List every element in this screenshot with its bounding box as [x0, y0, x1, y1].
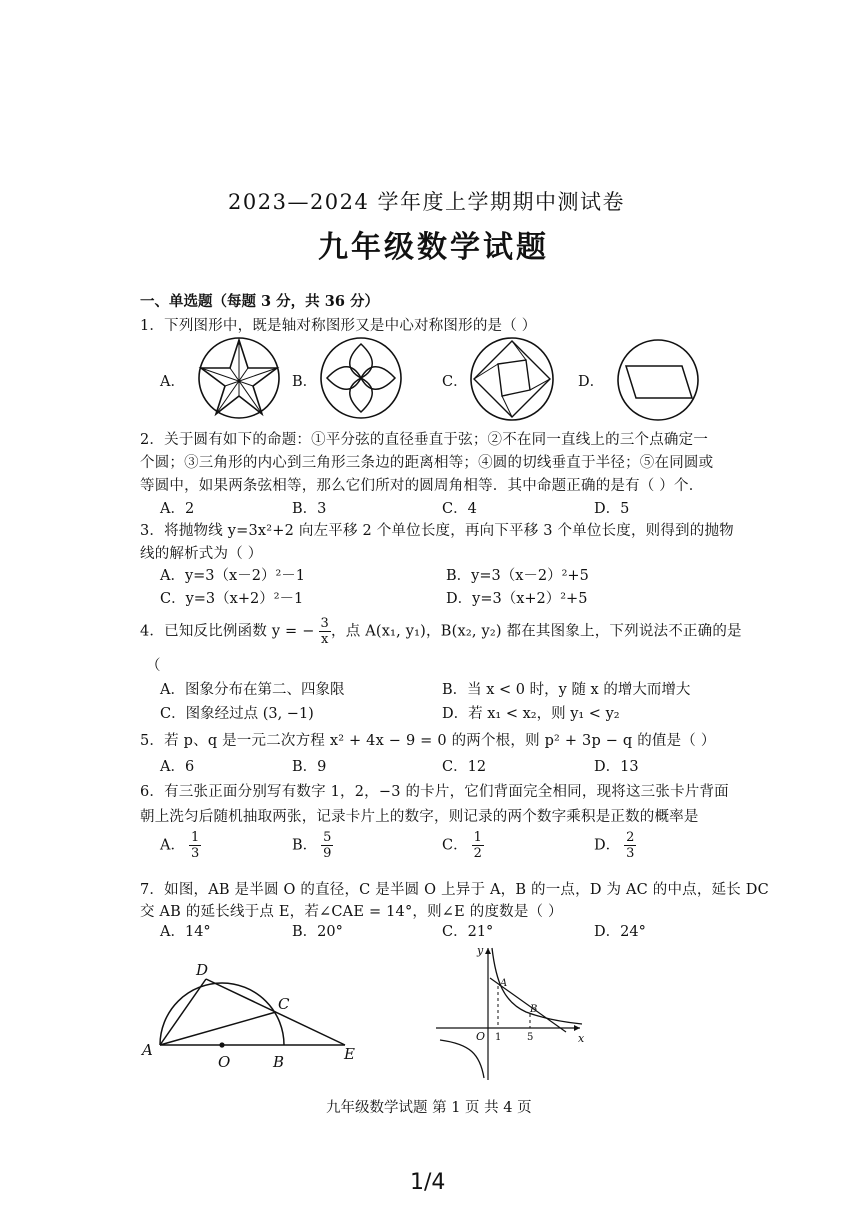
label-o: O — [218, 1053, 231, 1071]
q4-line1-part-b: ，点 A(x₁, y₁)，B(x₂, y₂) 都在其图象上，下列说法不正确的是 — [331, 623, 742, 640]
semicircle-figure — [140, 955, 370, 1075]
q6-option-d-label: D． — [594, 837, 621, 854]
origin-label: O — [476, 1030, 486, 1043]
q2-line3: 等圆中，如果两条弦相等，那么它们所对的圆周角相等．其中命题正确的是有（ ）个． — [140, 478, 704, 494]
q5-option-d: D．13 — [594, 759, 639, 775]
exam-title: 2023—2024 学年度上学期期中测试卷 — [228, 190, 626, 214]
q6-option-d-fraction — [624, 830, 636, 861]
star-in-circle-figure — [195, 336, 285, 420]
four-petal-circle-figure — [318, 336, 406, 420]
q6-option-a-denominator: 3 — [190, 846, 200, 861]
q6-option-b — [292, 830, 333, 861]
q6-option-c-numerator: 1 — [473, 830, 482, 845]
q6-option-a-numerator: 1 — [190, 830, 200, 845]
q3-option-a: A．y=3（x－2）²－1 — [160, 568, 305, 584]
point-label-a: A — [500, 978, 508, 989]
squares-in-circle-figure — [468, 336, 558, 422]
q7-line2: 交 AB 的延长线于点 E，若∠CAE = 14°，则∠E 的度数是（ ） — [140, 904, 563, 920]
axis-label-y: y — [477, 944, 484, 957]
q7-option-b: B．20° — [292, 924, 343, 940]
q4-line2: （ — [146, 658, 161, 674]
q6-option-c — [442, 830, 484, 861]
q1-stem: 1．下列图形中，既是轴对称图形又是中心对称图形的是（ ） — [140, 318, 537, 334]
q6-option-d-numerator: 2 — [626, 830, 635, 845]
q5-option-b: B．9 — [292, 759, 327, 775]
hyperbola-graph-figure — [430, 942, 590, 1084]
q5-stem: 5．若 p、q 是一元二次方程 x² + 4x − 9 = 0 的两个根，则 p² + 3p − q 的值是（ ） — [140, 733, 716, 749]
q2-line2: 个圆；③三角形的内心到三角形三条边的距离相等；④圆的切线垂直于半径；⑤在同圆或 — [140, 455, 714, 471]
q6-line2: 朝上洗匀后随机抽取两张，记录卡片上的数字，则记录的两个数字乘积是正数的概率是 — [140, 809, 699, 825]
q4-option-a: A．图象分布在第二、四象限 — [160, 682, 345, 698]
q3-line2: 线的解析式为（ ） — [140, 546, 263, 562]
q4-option-d: D．若 x₁ < x₂，则 y₁ < y₂ — [442, 706, 620, 722]
tick-label-5: 5 — [527, 1032, 534, 1043]
q6-option-c-denominator: 2 — [473, 846, 482, 861]
q7-option-d: D．24° — [594, 924, 646, 940]
q3-option-d: D．y=3（x+2）²+5 — [446, 591, 588, 607]
q2-option-d: D．5 — [594, 501, 630, 517]
subject-title: 九年级数学试题 — [318, 230, 549, 265]
q6-option-b-numerator: 5 — [323, 830, 332, 845]
q6-option-a-label: A． — [160, 837, 185, 854]
q2-option-a: A．2 — [160, 501, 195, 517]
label-d: D — [196, 961, 209, 979]
q5-option-a: A．6 — [160, 759, 195, 775]
q6-line1: 6．有三张正面分别写有数字 1，2，−3 的卡片，它们背面完全相同，现将这三张卡片背面 — [140, 784, 729, 800]
q4-fraction — [319, 616, 331, 647]
q6-option-b-label: B． — [292, 837, 318, 854]
q6-option-d — [594, 830, 636, 861]
parallelogram-in-circle-figure — [612, 338, 704, 422]
axis-label-x: x — [578, 1032, 585, 1045]
q2-option-c: C．4 — [442, 501, 477, 517]
q2-line1: 2．关于圆有如下的命题：①平分弦的直径垂直于弦；②不在同一直线上的三个点确定一 — [140, 432, 709, 448]
q3-option-b: B．y=3（x－2）²+5 — [446, 568, 589, 584]
label-b: B — [273, 1053, 285, 1071]
point-label-b: B — [530, 1004, 538, 1015]
tick-label-1: 1 — [495, 1032, 502, 1043]
q6-option-a-fraction — [189, 830, 201, 861]
page-indicator: 1/4 — [410, 1170, 446, 1195]
q4-line1 — [140, 616, 742, 647]
q3-line1: 3．将抛物线 y=3x²+2 向左平移 2 个单位长度，再向下平移 3 个单位长度，则得到的抛物 — [140, 523, 734, 539]
q5-option-c: C．12 — [442, 759, 487, 775]
q1-option-a: A． — [160, 374, 185, 390]
q6-option-a — [160, 830, 201, 861]
q6-option-c-label: C． — [442, 837, 468, 854]
q7-option-a: A．14° — [160, 924, 211, 940]
q4-option-c: C．图象经过点 (3, −1) — [160, 706, 314, 722]
q6-option-d-denominator: 3 — [626, 846, 635, 861]
label-a: A — [142, 1041, 153, 1059]
q3-option-c: C．y=3（x+2）²－1 — [160, 591, 304, 607]
q4-fraction-denominator: x — [321, 632, 329, 647]
label-e: E — [344, 1045, 355, 1063]
q2-option-b: B．3 — [292, 501, 327, 517]
q7-line1: 7．如图，AB 是半圆 O 的直径，C 是半圆 O 上异于 A，B 的一点，D 为 AC 的中点，延长 DC — [140, 882, 769, 898]
q7-option-c: C．21° — [442, 924, 494, 940]
q4-option-b: B．当 x < 0 时，y 随 x 的增大而增大 — [442, 682, 691, 698]
q6-option-b-fraction — [321, 830, 333, 861]
q6-option-b-denominator: 9 — [323, 846, 332, 861]
q6-option-c-fraction — [472, 830, 484, 861]
label-c: C — [278, 995, 290, 1013]
section-heading: 一、单选题（每题 3 分，共 36 分） — [140, 293, 379, 310]
q1-option-b: B． — [292, 374, 318, 390]
q1-option-c: C． — [442, 374, 468, 390]
q4-line1-part-a: 4．已知反比例函数 y = − — [140, 623, 315, 640]
q1-option-d: D． — [578, 374, 605, 390]
page-footer: 九年级数学试题 第 1 页 共 4 页 — [326, 1100, 532, 1116]
q4-fraction-numerator: 3 — [320, 616, 330, 631]
